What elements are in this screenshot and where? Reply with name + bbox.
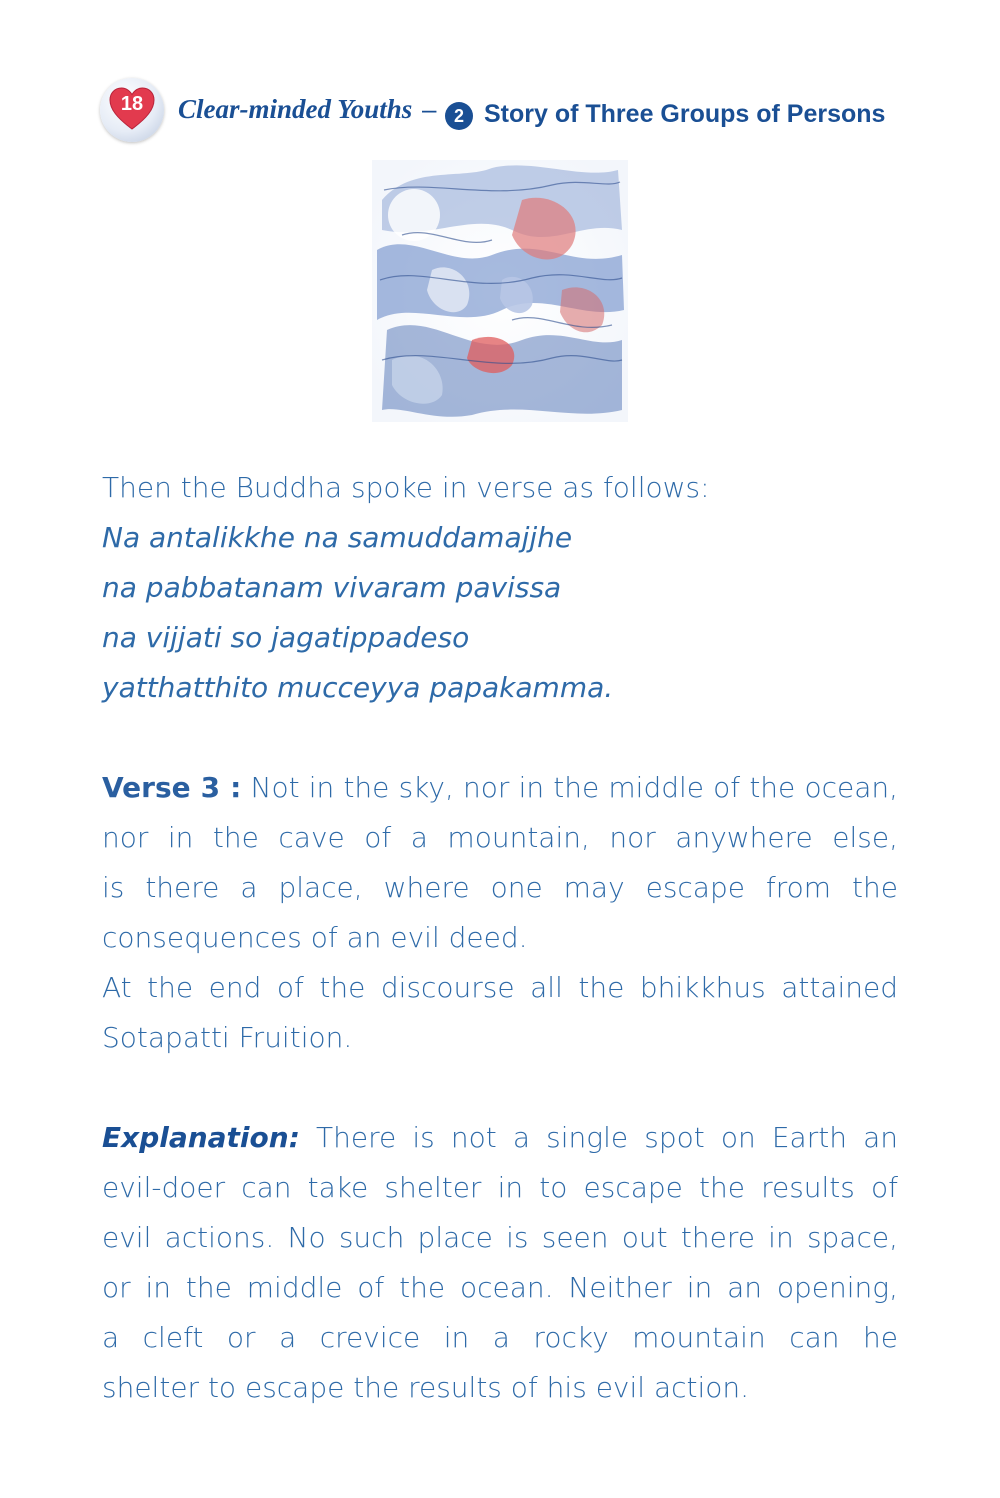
book-title: Clear-minded Youths <box>178 94 413 124</box>
story-illustration <box>372 160 628 422</box>
explanation-line: evil-doer can take shelter in to escape the results of <box>102 1171 898 1204</box>
translation-section <box>102 763 898 1063</box>
pali-verse-line: na vijjati so jagatippadeso <box>102 621 470 654</box>
verse-intro: Then the Buddha spoke in verse as follows: <box>102 471 710 504</box>
explanation-section <box>102 1113 898 1413</box>
chapter-number-badge: 2 <box>445 102 473 130</box>
conclusion-line: At the end of the discourse all the bhikkhus attained <box>102 971 898 1004</box>
conclusion-line: Sotapatti Fruition. <box>102 1021 353 1054</box>
explanation-line: Explanation: There is not a single spot on Earth an <box>102 1121 898 1154</box>
translation-line: is there a place, where one may escape from the <box>102 871 898 904</box>
page-number-badge <box>100 78 164 142</box>
page-header <box>100 78 900 144</box>
pali-verse-line: Na antalikkhe na samuddamajjhe <box>102 521 573 554</box>
explanation-line: shelter to escape the results of his evil action. <box>102 1371 750 1404</box>
pali-verse-line: na pabbatanam vivaram pavissa <box>102 571 562 604</box>
translation-label: Verse 3 : <box>102 771 242 804</box>
translation-line: nor in the cave of a mountain, nor anywhere else, <box>102 821 898 854</box>
verse-section <box>102 463 898 713</box>
explanation-line: or in the middle of the ocean. Neither in an opening, <box>102 1271 898 1304</box>
translation-line: consequences of an evil deed. <box>102 921 528 954</box>
translation-line: Verse 3 : Not in the sky, nor in the middle of the ocean, <box>102 771 899 804</box>
chapter-title: Story of Three Groups of Persons <box>484 100 886 128</box>
title-separator: – <box>422 94 437 124</box>
explanation-label: Explanation: <box>102 1121 300 1154</box>
explanation-line: evil actions. No such place is seen out there in space, <box>102 1221 898 1254</box>
pali-verse-line: yatthatthito mucceyya papakamma. <box>102 671 614 704</box>
page-number: 18 <box>120 93 144 115</box>
explanation-line: a cleft or a crevice in a rocky mountain can he <box>102 1321 898 1354</box>
